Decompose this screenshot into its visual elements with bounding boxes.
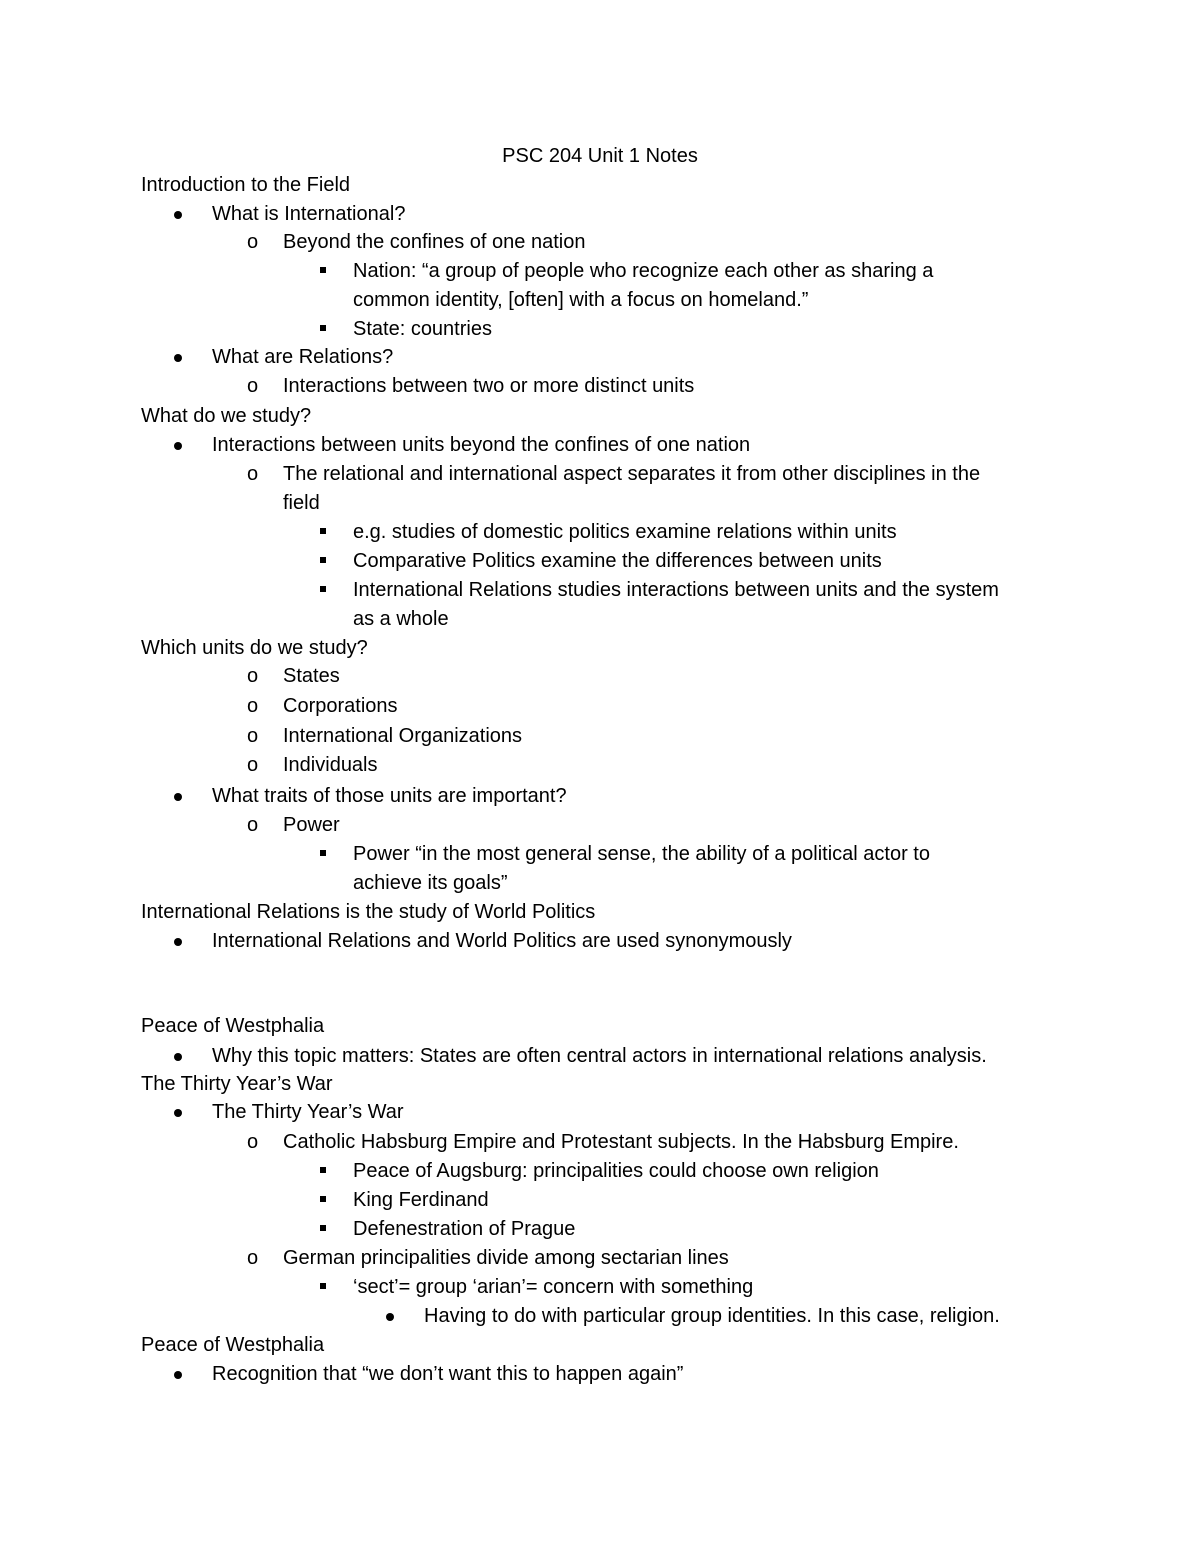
bullet-square-icon <box>318 1273 328 1302</box>
bullet-square-icon <box>318 1186 328 1215</box>
line-text: as a whole <box>353 608 449 630</box>
bullet-dot-icon <box>174 431 184 460</box>
list-item <box>0 372 1200 401</box>
line-text: Defenestration of Prague <box>353 1218 576 1240</box>
bullet-square-icon <box>318 576 328 605</box>
line-text: Having to do with particular group identities. In this case, religion. <box>424 1305 1000 1327</box>
bullet-circle-icon: o <box>247 725 259 747</box>
line-text: Peace of Westphalia <box>141 1334 325 1356</box>
list-item <box>0 722 1200 751</box>
list-item <box>0 692 1200 721</box>
bullet-circle-icon: o <box>247 665 259 687</box>
bullet-circle-icon: o <box>247 231 259 253</box>
line-text: Interactions between two or more distinct units <box>283 375 695 397</box>
list-item <box>0 1215 1200 1244</box>
bullet-square-icon <box>318 1215 328 1244</box>
bullet-square-icon <box>318 840 328 869</box>
line-text: The Thirty Year’s War <box>141 1073 333 1095</box>
bullet-square-icon <box>318 547 328 576</box>
line-text: Power <box>283 814 340 836</box>
bullet-circle-icon: o <box>247 463 259 485</box>
list-item <box>0 1157 1200 1186</box>
line-text: field <box>283 492 320 514</box>
line-text: The relational and international aspect separates it from other disciplines in the <box>283 463 981 485</box>
list-item <box>0 751 1200 780</box>
bullet-circle-icon: o <box>247 375 259 397</box>
list-item <box>0 286 1200 315</box>
section-heading <box>0 1331 1200 1360</box>
line-text: Which units do we study? <box>141 637 368 659</box>
line-text: International Organizations <box>283 725 523 747</box>
line-text: Nation: “a group of people who recognize each other as sharing a <box>353 260 934 282</box>
list-item <box>0 1244 1200 1273</box>
list-item <box>0 811 1200 840</box>
line-text: Individuals <box>283 754 378 776</box>
line-text: Power “in the most general sense, the ability of a political actor to <box>353 843 930 865</box>
line-text: International Relations studies interactions between units and the system <box>353 579 999 601</box>
line-text: Beyond the confines of one nation <box>283 231 586 253</box>
list-item <box>0 1128 1200 1157</box>
bullet-dot-icon <box>174 1098 184 1127</box>
bullet-circle-icon: o <box>247 695 259 717</box>
list-item <box>0 782 1200 811</box>
list-item <box>0 315 1200 344</box>
bullet-square-icon <box>318 257 328 286</box>
section-heading <box>0 1070 1200 1099</box>
list-item <box>0 228 1200 257</box>
line-text: common identity, [often] with a focus on homeland.” <box>353 289 809 311</box>
bullet-circle-icon: o <box>247 1247 259 1269</box>
list-item <box>0 460 1200 489</box>
list-item <box>0 869 1200 898</box>
list-item <box>0 1302 1200 1331</box>
list-item <box>0 1098 1200 1127</box>
list-item <box>0 489 1200 518</box>
list-item <box>0 927 1200 956</box>
bullet-square-icon <box>318 518 328 547</box>
bullet-dot-icon <box>174 343 184 372</box>
bullet-dot-icon <box>174 782 184 811</box>
bullet-dot-icon <box>174 1042 184 1071</box>
line-text: Comparative Politics examine the differences between units <box>353 550 882 572</box>
line-text: e.g. studies of domestic politics examine relations within units <box>353 521 897 543</box>
line-text: Corporations <box>283 695 398 717</box>
list-item <box>0 662 1200 691</box>
line-text: International Relations and World Politics are used synonymously <box>212 930 792 952</box>
list-item <box>0 840 1200 869</box>
section-heading <box>0 898 1200 927</box>
line-text: Recognition that “we don’t want this to happen again” <box>212 1363 684 1385</box>
bullet-square-icon <box>318 1157 328 1186</box>
list-item <box>0 518 1200 547</box>
line-text: What is International? <box>212 203 406 225</box>
line-text: King Ferdinand <box>353 1189 489 1211</box>
line-text: The Thirty Year’s War <box>212 1101 404 1123</box>
list-item <box>0 1186 1200 1215</box>
list-item <box>0 576 1200 605</box>
section-heading <box>0 402 1200 431</box>
line-text: Peace of Augsburg: principalities could choose own religion <box>353 1160 879 1182</box>
section-heading <box>0 1012 1200 1041</box>
list-item <box>0 431 1200 460</box>
bullet-circle-icon: o <box>247 1131 259 1153</box>
bullet-dot-icon <box>174 200 184 229</box>
bullet-dot-icon <box>386 1302 396 1331</box>
bullet-circle-icon: o <box>247 754 259 776</box>
line-text: States <box>283 665 340 687</box>
bullet-square-icon <box>318 315 328 344</box>
line-text: What do we study? <box>141 405 312 427</box>
section-heading <box>0 634 1200 663</box>
line-text: achieve its goals” <box>353 872 508 894</box>
list-item <box>0 1042 1200 1071</box>
line-text: Interactions between units beyond the confines of one nation <box>212 434 751 456</box>
line-text: What are Relations? <box>212 346 394 368</box>
line-text: What traits of those units are important? <box>212 785 567 807</box>
list-item <box>0 1273 1200 1302</box>
bullet-dot-icon <box>174 1360 184 1389</box>
bullet-circle-icon: o <box>247 814 259 836</box>
list-item <box>0 200 1200 229</box>
line-text: State: countries <box>353 318 492 340</box>
list-item <box>0 547 1200 576</box>
line-text: Peace of Westphalia <box>141 1015 325 1037</box>
line-text: Why this topic matters: States are often central actors in international relations analysis. <box>212 1045 987 1067</box>
bullet-dot-icon <box>174 927 184 956</box>
list-item <box>0 343 1200 372</box>
section-heading <box>0 171 1200 200</box>
line-text: Introduction to the Field <box>141 174 351 196</box>
list-item <box>0 257 1200 286</box>
page-title: PSC 204 Unit 1 Notes <box>502 145 698 167</box>
line-text: German principalities divide among sectarian lines <box>283 1247 729 1269</box>
line-text: Catholic Habsburg Empire and Protestant subjects. In the Habsburg Empire. <box>283 1131 959 1153</box>
line-text: International Relations is the study of World Politics <box>141 901 596 923</box>
list-item <box>0 605 1200 634</box>
list-item <box>0 1360 1200 1389</box>
line-text: ‘sect’= group ‘arian’= concern with something <box>353 1276 754 1298</box>
